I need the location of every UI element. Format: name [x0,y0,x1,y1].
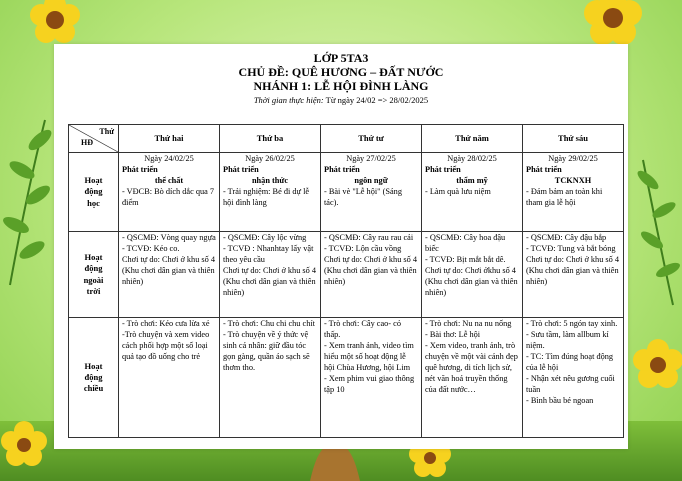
cell-activity-line: Chơi tự do: Chơi ở khu số 4 (Khu chơi dân gian và thiên nhiên) [223,265,317,297]
table-body [69,153,624,438]
row-label [69,318,119,438]
day-header: Thứ ba [220,125,321,153]
corner-cell [69,125,119,153]
row-label-line: động [84,263,103,274]
cell-activity-line: - QSCMĐ: Cây hoa đậu biếc [425,233,506,253]
cell-activity-line: - Xem video, tranh ảnh, trò chuyện về một vài cảnh đẹp quê hương, di tích lịch sử, nét văn hoá truyền thống của đất nước… [425,340,518,394]
cell-activity-line: - Trò chơi: 5 ngón tay xinh. [526,319,618,328]
row-label [69,232,119,318]
row-label-line: Hoạt [84,360,103,371]
flower-icon-right [628,330,682,400]
cell-activity-line: - TCVĐ: Lộn cầu vồng [324,243,402,253]
schedule-cell [321,318,422,438]
schedule-sheet [54,44,628,449]
schedule-cell [321,153,422,232]
cell-activity-line: - Trải nghiệm: Bé đi dự lễ hội đình làng [223,186,310,207]
cell-activity-line: - Trò chơi: Cây cao- cỏ thấp. [324,319,401,339]
cell-activity-line: - Làm quà lưu niệm [425,186,491,196]
period-label: Thời gian thực hiện: [253,95,324,105]
schedule-cell [119,153,220,232]
schedule-cell [119,318,220,438]
schedule-cell [523,232,624,318]
row-label-line: động [84,371,103,382]
cell-activity-line: - QSCMĐ: Cây đậu bắp [526,233,607,242]
table-header-row [69,125,624,153]
day-header: Thứ hai [119,125,220,153]
cell-activity-line: - QSCMĐ: Cây lộc vừng [223,233,307,242]
cell-activity-line: - TCVĐ : Nhanhtay lấy vật theo yêu cầu [223,243,314,264]
corner-bottom-label: HĐ [81,138,93,148]
cell-date: Ngày 24/02/25 [144,154,194,163]
cell-activity-line: - QSCMĐ: Vòng quay ngựa [122,233,216,242]
cell-activity-line: - Trò chơi: Nu na nu nống [425,319,512,328]
cell-activity-line: - Đảm bảm an toàn khi tham gia lễ hội [526,186,603,207]
cell-activity-line: Chơi tự do: Chơi ở khu số 4 (Khu chơi dân gian và thiên nhiên) [324,254,418,286]
row-label-line: Hoạt [84,252,103,263]
leaf-branch-icon-left [0,110,60,290]
branch-title: NHÁNH 1: LỄ HỘI ĐÌNH LÀNG [253,79,429,93]
row-label-line: Hoạt [84,175,103,186]
schedule-cell [119,232,220,318]
row-label-line: động [84,186,103,197]
cell-activity-line: - Xem phim vui giao thông tập 10 [324,373,415,394]
schedule-cell [321,232,422,318]
schedule-cell [422,318,523,438]
cell-activity-line: - Sưu tầm, làm allbum kỉ niệm. [526,329,609,350]
cell-activity-line: -Trò chuyện và xem video cách phối hợp một số loại quả tạo đồ uống cho trẻ [122,329,210,361]
schedule-cell [220,153,321,232]
day-header: Thứ sáu [523,125,624,153]
cell-date: Ngày 26/02/25 [245,154,295,163]
cell-date: Ngày 27/02/25 [346,154,396,163]
row-label [69,153,119,232]
schedule-cell [220,318,321,438]
period-text [54,95,628,105]
cell-activity-line: - QSCMĐ: Cây rau rau cải [324,233,414,242]
cell-subject-title: Phát triển [425,164,461,174]
cell-activity-line: - Bài vè "Lễ hội" (Sáng tác). [324,186,402,207]
cell-date: Ngày 28/02/25 [447,154,497,163]
cell-subject-area: TCKNXH [554,175,592,185]
day-header: Thứ tư [321,125,422,153]
corner-top-label: Thứ [99,127,114,136]
cell-activity-line: - Xem tranh ảnh, video tìm hiểu một số hoạt động lễ hội Chùa Hương, hội Lim [324,340,414,372]
cell-activity-line: - TCVĐ: Bịt mắt bắt dê. [425,254,506,264]
table-row [69,232,624,318]
cell-date: Ngày 29/02/25 [548,154,598,163]
row-label-line: trời [86,285,101,296]
schedule-cell [523,318,624,438]
cell-activity-line: - TCVĐ: Tung và bắt bóng [526,243,616,253]
cell-activity-line: - Bài thơ: Lễ hội [425,329,481,339]
schedule-cell [523,153,624,232]
schedule-cell [220,232,321,318]
cell-activity-line: - Trò chuyện về ý thức vệ sinh cá nhân: giữ đầu tóc gọn gàng, quần áo sạch sẽ thơm tho. [223,329,310,372]
schedule-cell [422,232,523,318]
cell-activity-line: Chơi tự do: Chơi ở khu số 4 (Khu chơi dân gian và thiên nhiên) [122,254,216,286]
cell-subject-area: ngôn ngữ [354,175,388,185]
table-row [69,153,624,232]
cell-activity-line: - Nhận xét nêu gương cuối tuần [526,373,615,394]
cell-activity-line: - VĐCB: Bò dích dắc qua 7 điểm [122,186,215,207]
cell-subject-area: nhận thức [251,175,289,185]
cell-activity-line: - Trò chơi: Chu chi chu chít [223,319,315,328]
cell-subject-area: thẩm mỹ [456,175,488,185]
theme-title: CHỦ ĐỀ: QUÊ HƯƠNG – ĐẤT NƯỚC [238,65,444,79]
flower-icon-top-left [25,0,85,50]
flower-icon-bottom-left [0,400,60,481]
cell-activity-line: - TCVĐ: Kéo co. [122,243,180,253]
cell-subject-title: Phát triển [122,164,158,174]
row-label-line: chiều [83,383,104,394]
leaf-branch-icon-right [628,150,682,310]
table-row [69,318,624,438]
cell-activity-line: - Bình bầu bé ngoan [526,395,594,405]
day-header: Thứ năm [422,125,523,153]
cell-activity-line: Chơi tự do: Chơi ởkhu số 4 (Khu chơi dân gian và thiên nhiên) [425,265,518,297]
period-value: Từ ngày 24/02 => 28/02/2025 [323,95,429,105]
row-label-line: học [87,197,100,208]
cell-subject-title: Phát triển [526,164,562,174]
weekly-schedule-table [68,124,624,438]
cell-activity-line: - TC: Tìm đúng hoạt động của lễ hội [526,351,614,372]
class-name: LỚP 5TA3 [313,51,369,65]
schedule-cell [422,153,523,232]
row-label-line: ngoài [83,274,104,285]
cell-activity-line: - Trò chơi: Kéo cưa lừa xẻ [122,319,210,328]
cell-subject-area: thể chất [154,175,184,185]
cell-subject-title: Phát triển [223,164,259,174]
cell-activity-line: Chơi tự do: Chơi ở khu số 4 (Khu chơi dân gian và thiên nhiên) [526,254,620,286]
cell-subject-title: Phát triển [324,164,360,174]
